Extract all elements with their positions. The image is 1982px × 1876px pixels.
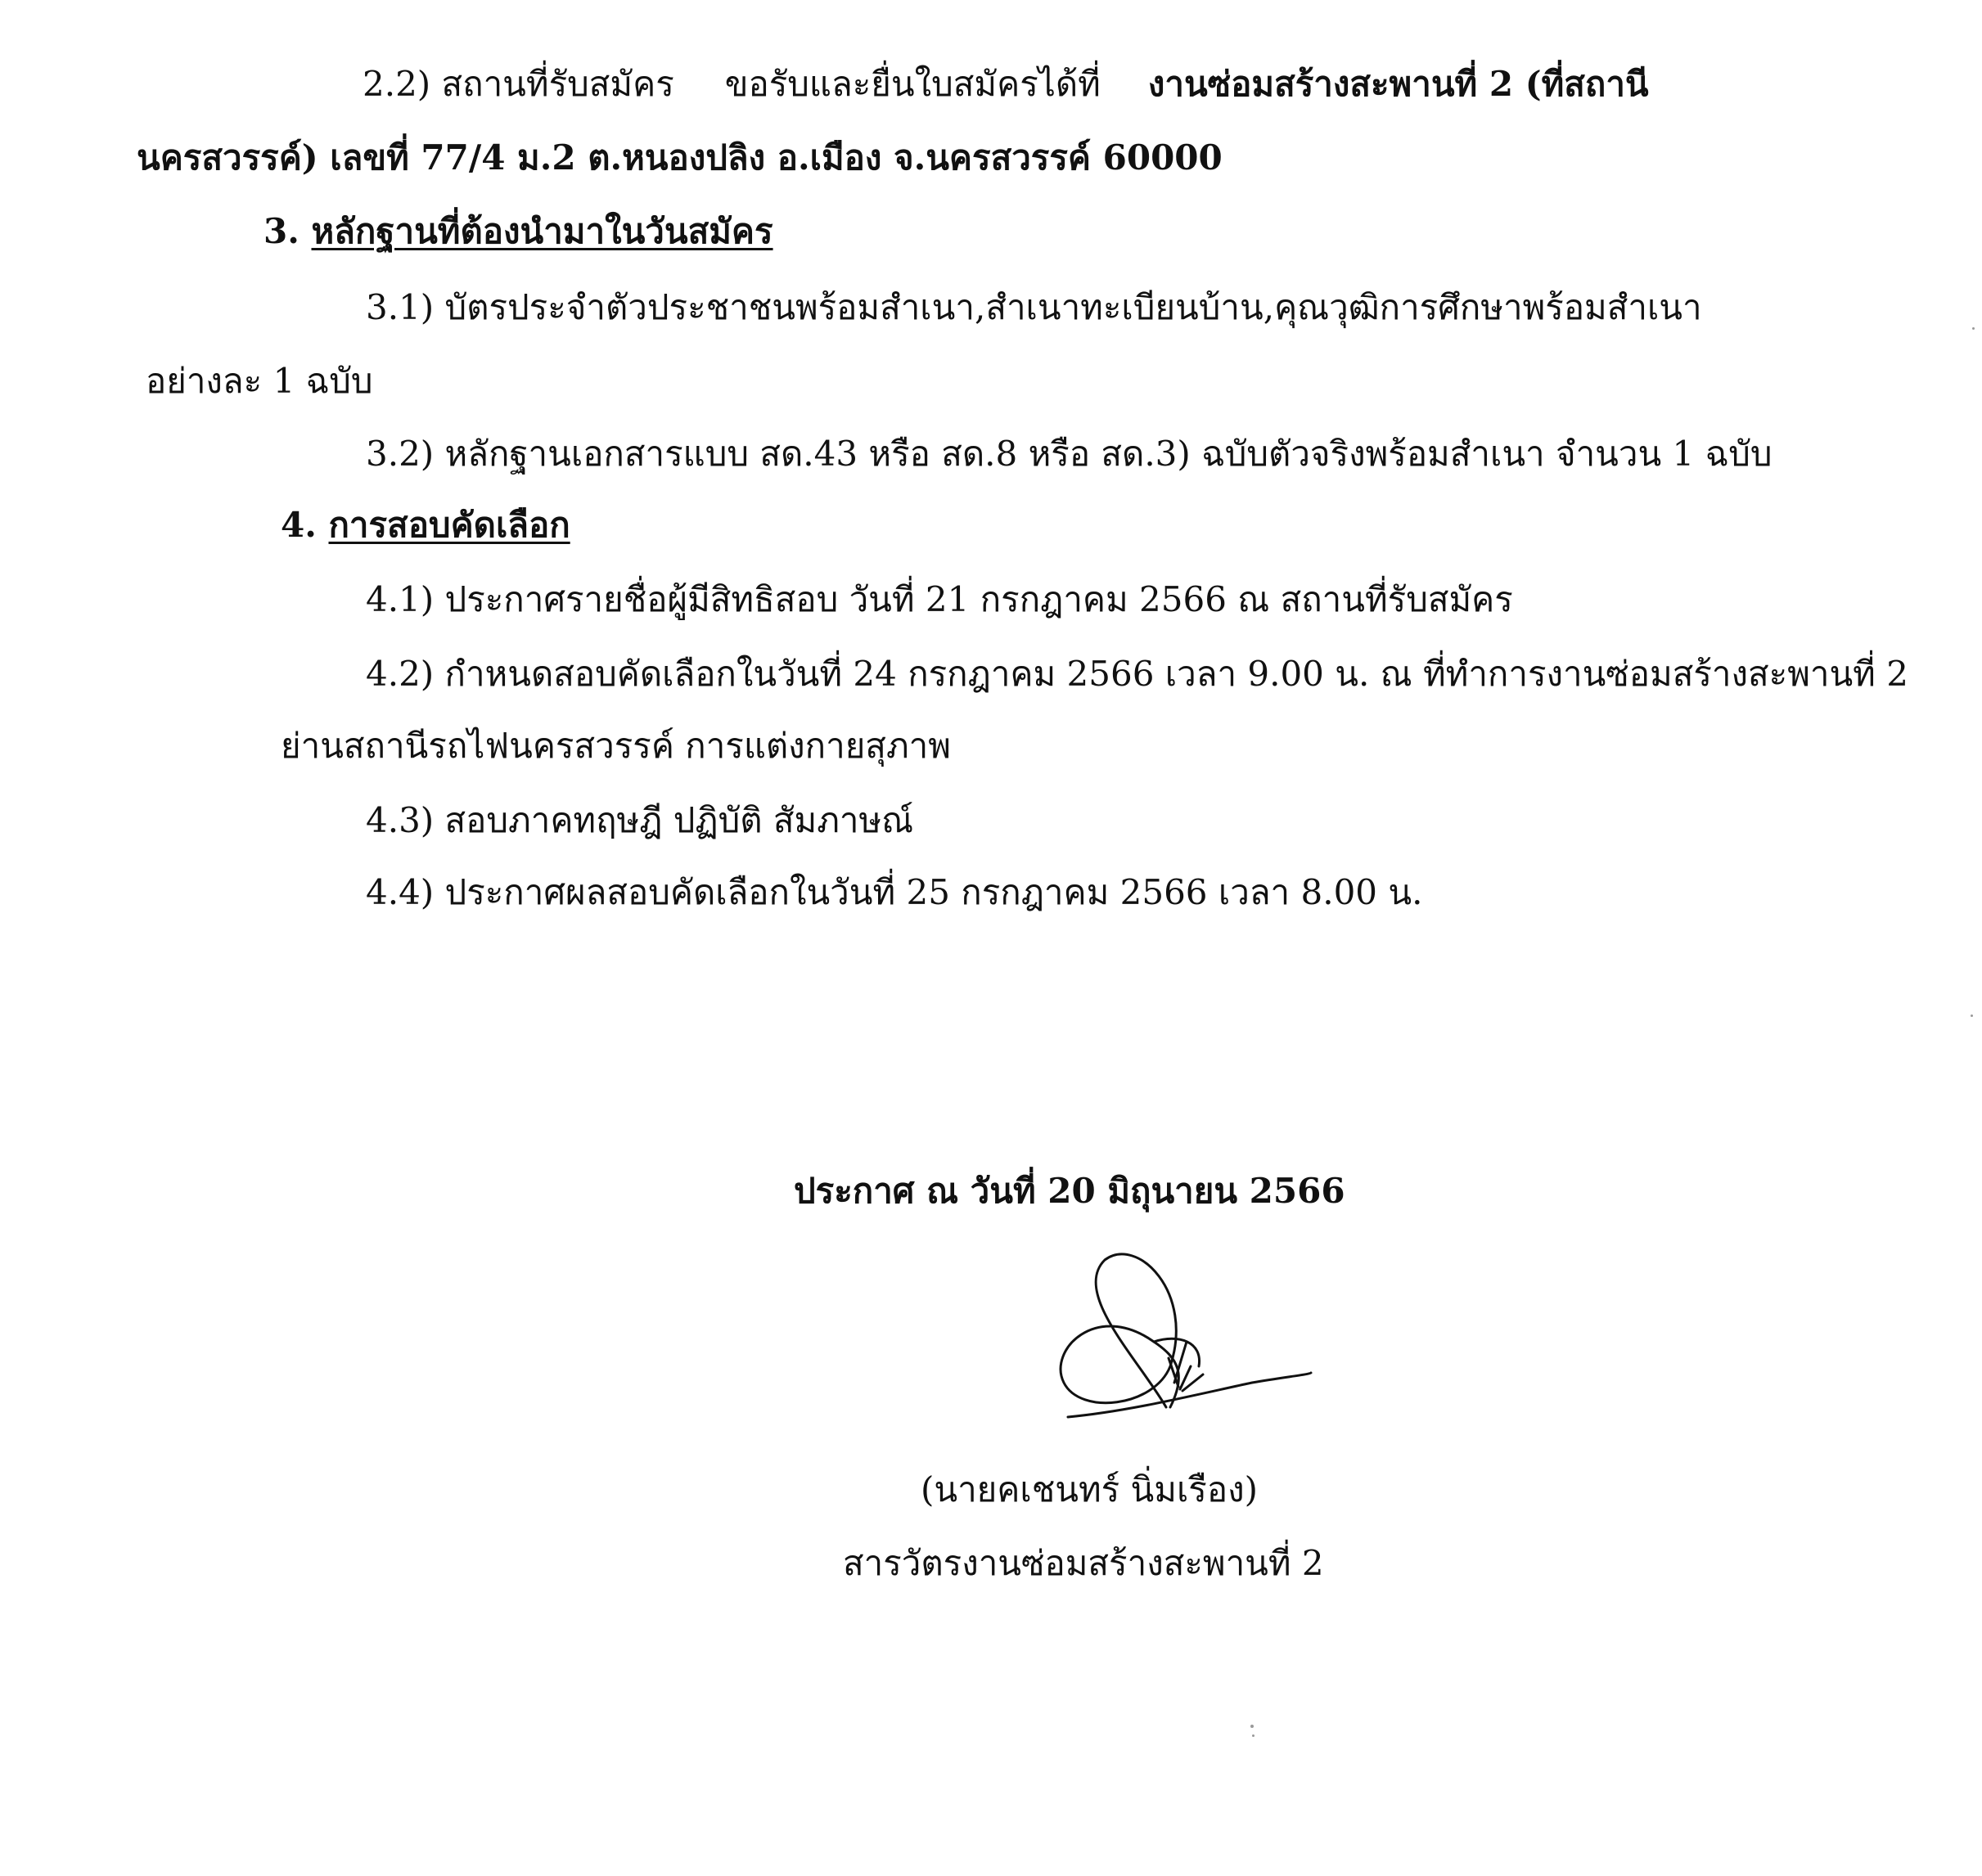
section-3-number: 3.: [264, 211, 300, 251]
section-2-2-line: [363, 61, 1649, 107]
section-4-2: 4.2) กำหนดสอบคัดเลือกในวันที่ 24 กรกฎาคม 2566 เวลา 9.00 น. ณ ที่ทำการงานซ่อมสร้างสะพานที่ 2: [366, 654, 1908, 694]
section-2-2-place: งานซ่อมสร้างสะพานที่ 2 (ที่สถานี: [1147, 64, 1649, 104]
signer-title: สารวัตรงานซ่อมสร้างสะพานที่ 2: [843, 1543, 1324, 1583]
scan-speck: [1972, 327, 1975, 330]
section-4-heading: การสอบคัดเลือก: [328, 505, 570, 545]
signature-image: [1007, 1244, 1334, 1456]
section-3-1: 3.1) บัตรประจำตัวประชาชนพร้อมสำเนา,สำเนาทะเบียนบ้าน,คุณวุฒิการศึกษาพร้อมสำเนา: [366, 287, 1702, 327]
section-4-heading-line: [281, 502, 570, 548]
section-4-1: 4.1) ประกาศรายชื่อผู้มีสิทธิสอบ วันที่ 21 กรกฎาคม 2566 ณ สถานที่รับสมัคร: [366, 579, 1513, 619]
section-2-2-text: ขอรับและยื่นใบสมัครได้ที่: [724, 64, 1101, 104]
section-3-heading-line: [264, 209, 773, 254]
section-2-2-address: นครสวรรค์) เลขที่ 77/4 ม.2 ต.หนองปลิง อ.เมือง จ.นครสวรรค์ 60000: [137, 137, 1223, 178]
section-4-2-cont: ย่านสถานีรถไฟนครสวรรค์ การแต่งกายสุภาพ: [281, 726, 951, 766]
signer-name: (นายคเชนทร์ นิ่มเรือง): [921, 1469, 1258, 1509]
scan-speck: [1252, 1734, 1255, 1737]
section-2-2-label: 2.2) สถานที่รับสมัคร: [363, 64, 674, 104]
section-3-1-cont: อย่างละ 1 ฉบับ: [146, 361, 373, 401]
section-4-number: 4.: [281, 505, 317, 545]
section-3-heading: หลักฐานที่ต้องนำมาในวันสมัคร: [311, 211, 773, 251]
section-3-2: 3.2) หลักฐานเอกสารแบบ สด.43 หรือ สด.8 หรือ สด.3) ฉบับตัวจริงพร้อมสำเนา จำนวน 1 ฉบับ: [366, 434, 1773, 474]
scan-speck: [1971, 1014, 1973, 1017]
announcement-date: ประกาศ ณ วันที่ 20 มิถุนายน 2566: [794, 1171, 1345, 1211]
scan-speck: [1250, 1725, 1254, 1728]
section-4-3: 4.3) สอบภาคทฤษฎี ปฏิบัติ สัมภาษณ์: [366, 800, 914, 840]
section-4-4: 4.4) ประกาศผลสอบคัดเลือกในวันที่ 25 กรกฎาคม 2566 เวลา 8.00 น.: [366, 872, 1423, 912]
